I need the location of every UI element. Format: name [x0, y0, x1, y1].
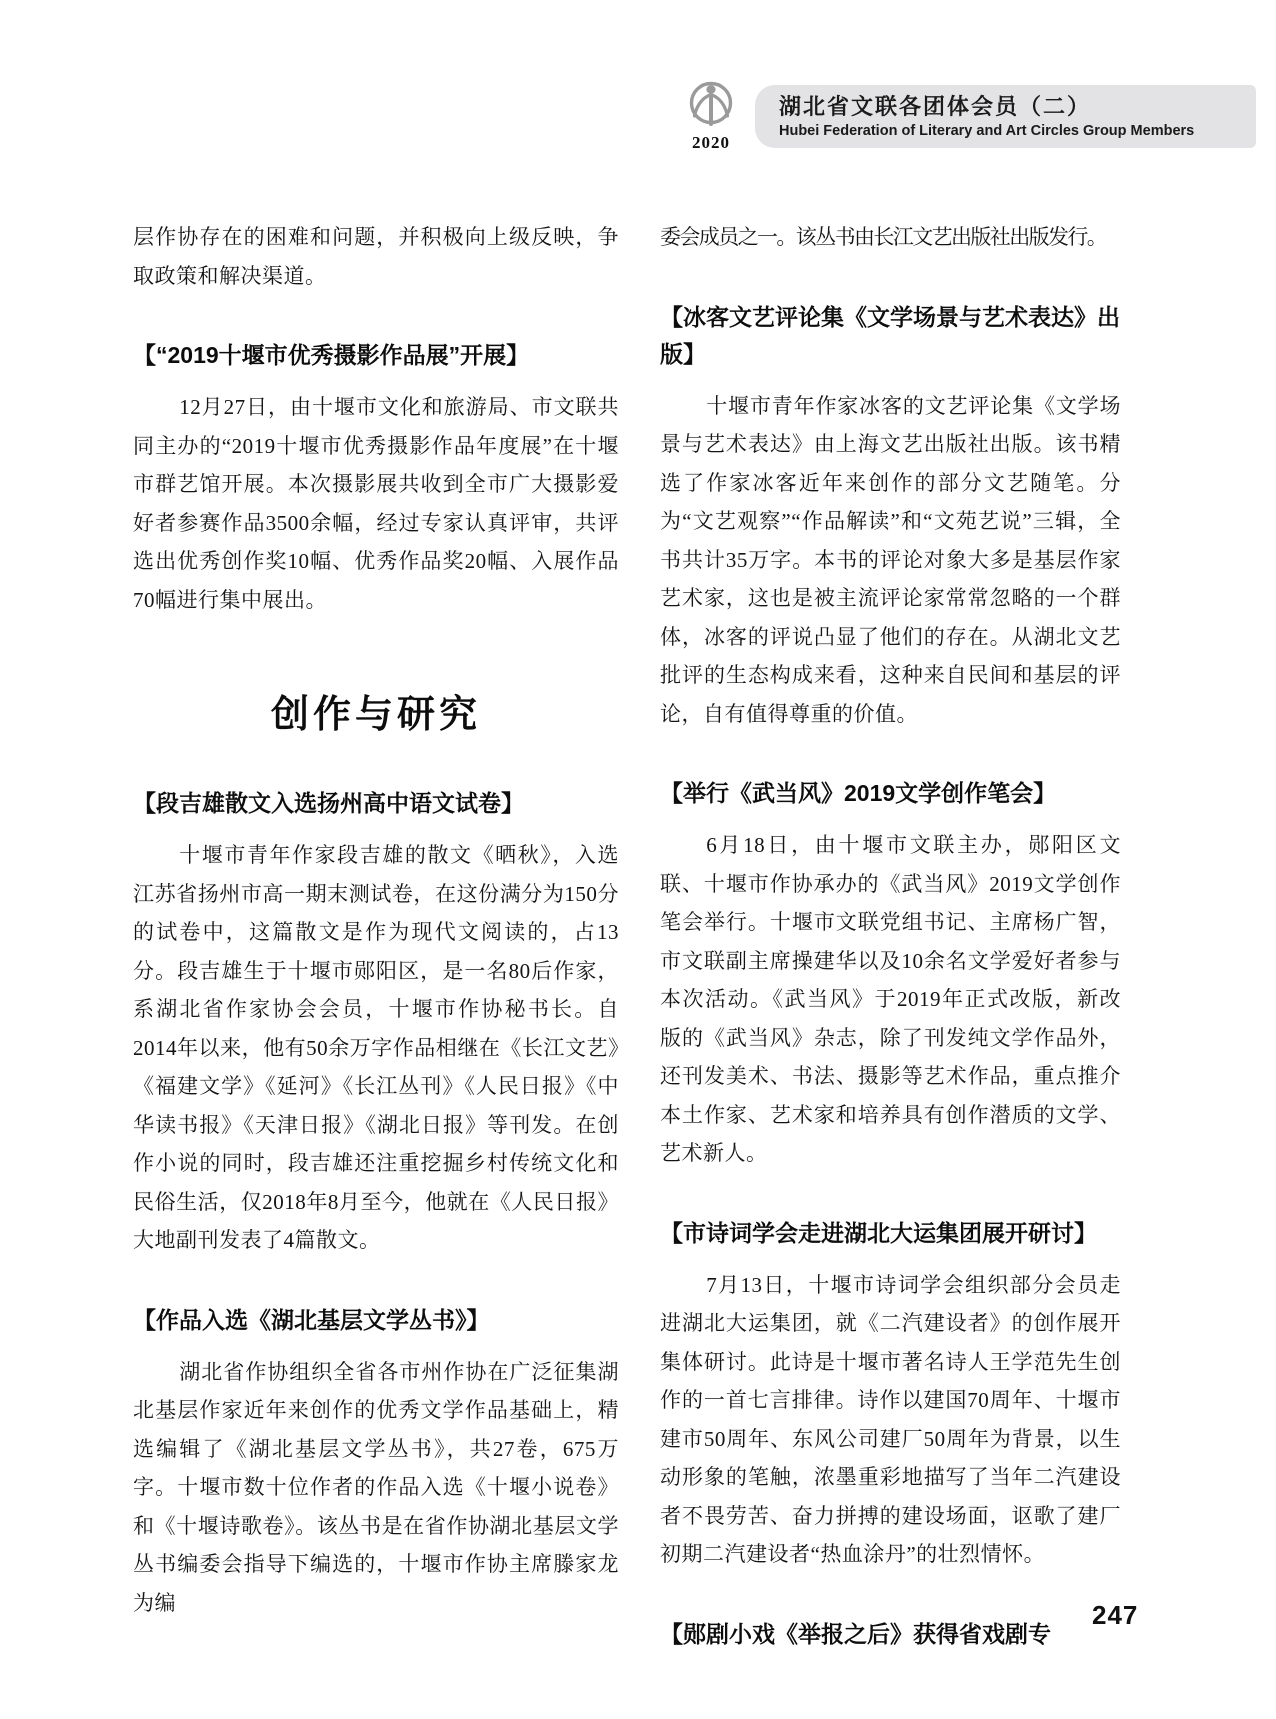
entry-heading: 【举行《武当风》2019文学创作笔会】	[660, 780, 1057, 806]
body-paragraph: 12月27日，由十堰市文化和旅游局、市文联共同主办的“2019十堰市优秀摄影作品年度展”在十堰市群艺馆开展。本次摄影展共收到全市广大摄影爱好者参赛作品3500余幅，经过专家认真评审，共评选出优秀创作奖10幅、优秀作品奖20幅、入展作品70幅进行集中展出。	[133, 395, 619, 612]
chapter-header-band	[755, 85, 1256, 148]
publication-logo	[685, 78, 737, 153]
page-number: 247	[1092, 1600, 1139, 1630]
entry-heading: 【段吉雄散文入选扬州高中语文试卷】	[133, 790, 524, 816]
entry-heading: 【“2019十堰市优秀摄影作品展”开展】	[133, 342, 530, 368]
entry-heading: 【市诗词学会走进湖北大运集团展开研讨】	[660, 1219, 1097, 1246]
entry-heading: 【作品入选《湖北基层文学丛书》】	[133, 1306, 490, 1333]
chapter-title-en: Hubei Federation of Literary and Art Circles Group Members	[779, 123, 1195, 139]
body-paragraph: 湖北省作协组织全省各市州作协在广泛征集湖北基层作家近年来创作的优秀文学作品基础上，精选编辑了《湖北基层文学丛书》，共27卷，675万字。十堰市数十位作者的作品入选《十堰小说卷》和《十堰诗歌卷》。该丛书是在省作协湖北基层文学丛书编委会指导下编选的，十堰市作协主席滕家龙为编	[133, 1359, 619, 1615]
body-paragraph: 6月18日，由十堰市文联主办，郧阳区文联、十堰市作协承办的《武当风》2019文学创作笔会举行。十堰市文联党组书记、主席杨广智，市文联副主席操建华以及10余名文学爱好者参与本次活动。《武当风》于2019年正式改版，新改版的《武当风》杂志，除了刊发纯文学作品外，还刊发美术、书法、摄影等艺术作品，重点推介本土作家、艺术家和培养具有创作潜质的文学、艺术新人。	[660, 833, 1121, 1165]
section-title: 创作与研究	[270, 694, 481, 736]
body-paragraph: 7月13日，十堰市诗词学会组织部分会员走进湖北大运集团，就《二汽建设者》的创作展开集体研讨。此诗是十堰市著名诗人王学范先生创作的一首七言排律。诗作以建国70周年、十堰市建市50周年、东风公司建厂50周年为背景，以生动形象的笔触，浓墨重彩地描写了当年二汽建设者不畏劳苦、奋力拼搏的建设场面，讴歌了建厂初期二汽建设者“热血涂丹”的壮烈情怀。	[660, 1272, 1121, 1566]
body-paragraph: 十堰市青年作家段吉雄的散文《晒秋》，入选江苏省扬州市高一期末测试卷，在这份满分为150分的试卷中，这篇散文是作为现代文阅读的，占13分。段吉雄生于十堰市郧阳区，是一名80后作家，系湖北省作家协会会员，十堰市作协秘书长。自2014年以来，他有50余万字作品相继在《长江文艺》《福建文学》《延河》《长江丛刊》《人民日报》《中华读书报》《天津日报》《湖北日报》等刊发。在创作小说的同时，段吉雄还注重挖掘乡村传统文化和民俗生活，仅2018年8月至今，他就在《人民日报》大地副刊发表了4篇散文。	[133, 843, 619, 1252]
chapter-title-zh: 湖北省文联各团体会员（二）	[779, 94, 1092, 119]
federation-emblem-icon	[685, 78, 737, 136]
entry-heading: 【郧剧小戏《举报之后》获得省戏剧专	[660, 1620, 1051, 1647]
publication-year: 2020	[692, 133, 730, 152]
body-paragraph: 委会成员之一。该丛书由长江文艺出版社出版发行。	[660, 225, 1107, 249]
left-text-column	[133, 218, 619, 1622]
body-paragraph: 十堰市青年作家冰客的文艺评论集《文学场景与艺术表达》由上海文艺出版社出版。该书精选了作家冰客近年来创作的部分文艺随笔。分为“文艺观察”“作品解读”和“文苑艺说”三辑，全书共计35万字。本书的评论对象大多是基层作家艺术家，这也是被主流评论家常常忽略的一个群体，冰客的评说凸显了他们的存在。从湖北文艺批评的生态构成来看，这种来自民间和基层的评论，自有值得尊重的价值。	[660, 393, 1121, 726]
entry-heading: 【冰客文艺评论集《文学场景与艺术表达》出版】	[660, 303, 1120, 367]
right-text-column	[660, 218, 1121, 1667]
body-paragraph: 层作协存在的困难和问题，并积极向上级反映，争取政策和解决渠道。	[133, 225, 619, 288]
